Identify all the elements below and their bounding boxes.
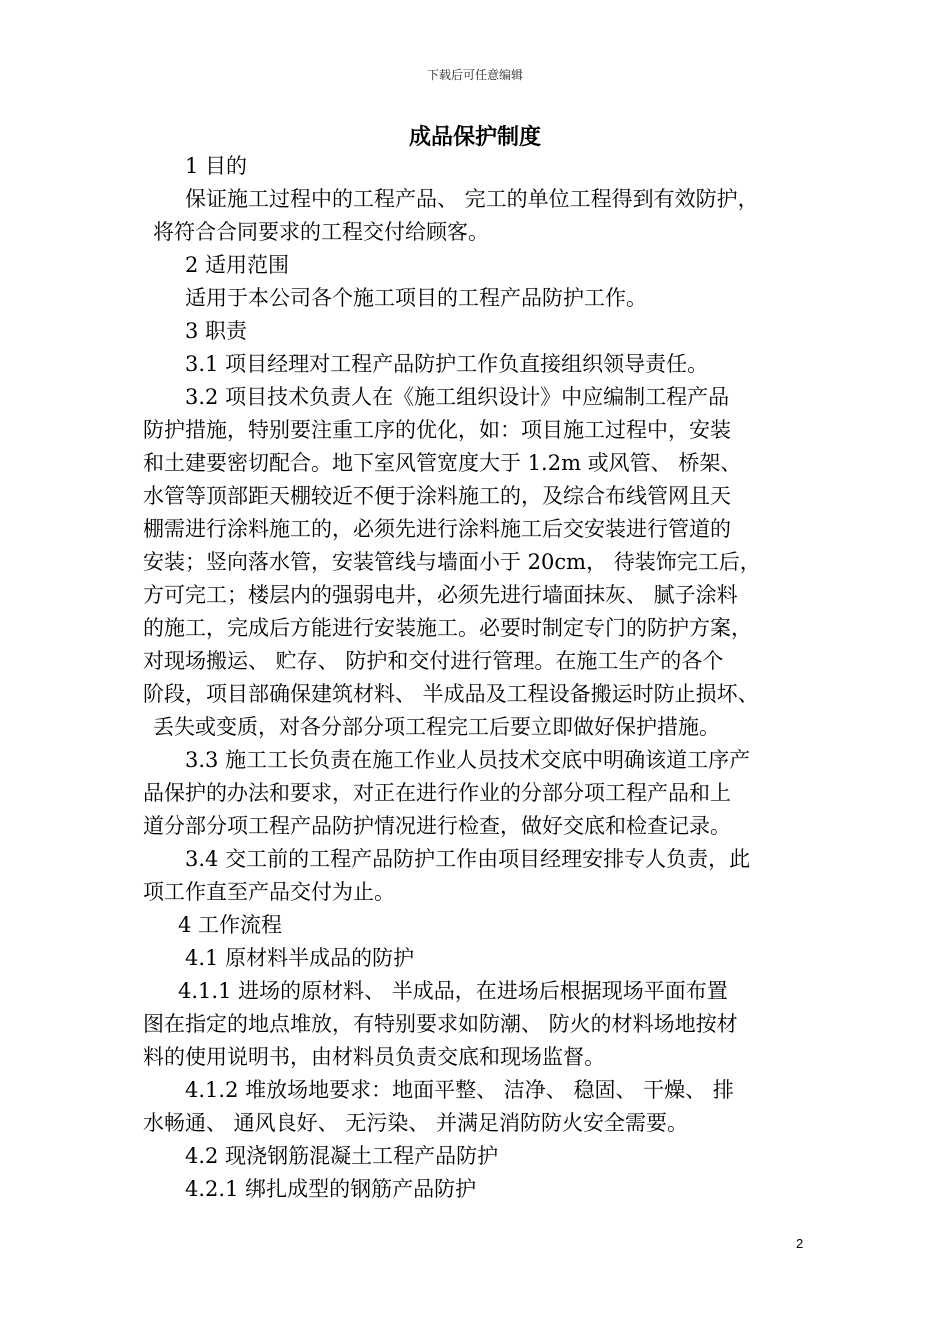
section-heading-duties: 3 职责 [185, 319, 248, 343]
paragraph-line: 的施工，完成后方能进行安装施工。必要时制定专门的防护方案， [143, 616, 752, 640]
section-heading-workflow: 4 工作流程 [178, 913, 283, 937]
paragraph-line: 对现场搬运、 贮存、 防护和交付进行管理。在施工生产的各个 [143, 649, 724, 673]
paragraph-line: 料的使用说明书，由材料员负责交底和现场监督。 [143, 1045, 605, 1069]
subsection-heading: 4.2.1 绑扎成型的钢筋产品防护 [185, 1177, 477, 1201]
paragraph-line: 阶段，项目部确保建筑材料、 半成品及工程设备搬运时防止损坏、 [143, 682, 759, 706]
paragraph-line: 安装；竖向落水管，安装管线与墙面小于 20cm， 待装饰完工后， [143, 550, 761, 574]
paragraph-line: 水畅通、 通风良好、 无污染、 并满足消防防火安全需要。 [143, 1111, 689, 1135]
paragraph-line: 保证施工过程中的工程产品、 完工的单位工程得到有效防护， [185, 187, 759, 211]
header-note: 下载后可任意编辑 [426, 68, 523, 82]
document-body [143, 150, 808, 1206]
paragraph-line: 将符合合同要求的工程交付给顾客。 [153, 220, 489, 244]
paragraph-line: 棚需进行涂料施工的，必须先进行涂料施工后交安装进行管道的 [143, 517, 731, 541]
page-number: 2 [796, 1236, 804, 1251]
paragraph-line: 4.1.1 进场的原材料、 半成品，在进场后根据现场平面布置 [178, 979, 728, 1003]
paragraph-line: 道分部分项工程产品防护情况进行检查，做好交底和检查记录。 [143, 814, 731, 838]
paragraph-line: 适用于本公司各个施工项目的工程产品防护工作。 [185, 286, 647, 310]
paragraph-line: 3.3 施工工长负责在施工作业人员技术交底中明确该道工序产 [185, 748, 751, 772]
paragraph-line: 3.1 项目经理对工程产品防护工作负直接组织领导责任。 [185, 352, 709, 376]
document-title: 成品保护制度 [408, 125, 541, 150]
subsection-heading: 4.2 现浇钢筋混凝土工程产品防护 [185, 1144, 499, 1168]
paragraph-line: 丢失或变质，对各分部分项工程完工后要立即做好保护措施。 [153, 715, 720, 739]
paragraph-line: 品保护的办法和要求，对正在进行作业的分部分项工程产品和上 [143, 781, 731, 805]
paragraph-line: 水管等顶部距天棚较近不便于涂料施工的，及综合布线管网且天 [143, 484, 731, 508]
paragraph-line: 和土建要密切配合。地下室风管宽度大于 1.2m 或风管、 桥架、 [143, 451, 742, 475]
paragraph-line: 3.2 项目技术负责人在《施工组织设计》中应编制工程产品 [185, 385, 730, 409]
section-heading-purpose: 1 目的 [185, 154, 248, 178]
paragraph-line: 图在指定的地点堆放，有特别要求如防潮、 防火的材料场地按材 [143, 1012, 738, 1036]
paragraph-line: 4.1.2 堆放场地要求：地面平整、 洁净、 稳固、 干燥、 排 [185, 1078, 734, 1102]
paragraph-line: 项工作直至产品交付为止。 [143, 880, 395, 904]
subsection-heading: 4.1 原材料半成品的防护 [185, 946, 415, 970]
paragraph-line: 3.4 交工前的工程产品防护工作由项目经理安排专人负责，此 [185, 847, 751, 871]
section-heading-scope: 2 适用范围 [185, 253, 290, 277]
paragraph-line: 方可完工；楼层内的强弱电井，必须先进行墙面抹灰、 腻子涂料 [143, 583, 738, 607]
paragraph-line: 防护措施，特别要注重工序的优化，如：项目施工过程中，安装 [143, 418, 731, 442]
